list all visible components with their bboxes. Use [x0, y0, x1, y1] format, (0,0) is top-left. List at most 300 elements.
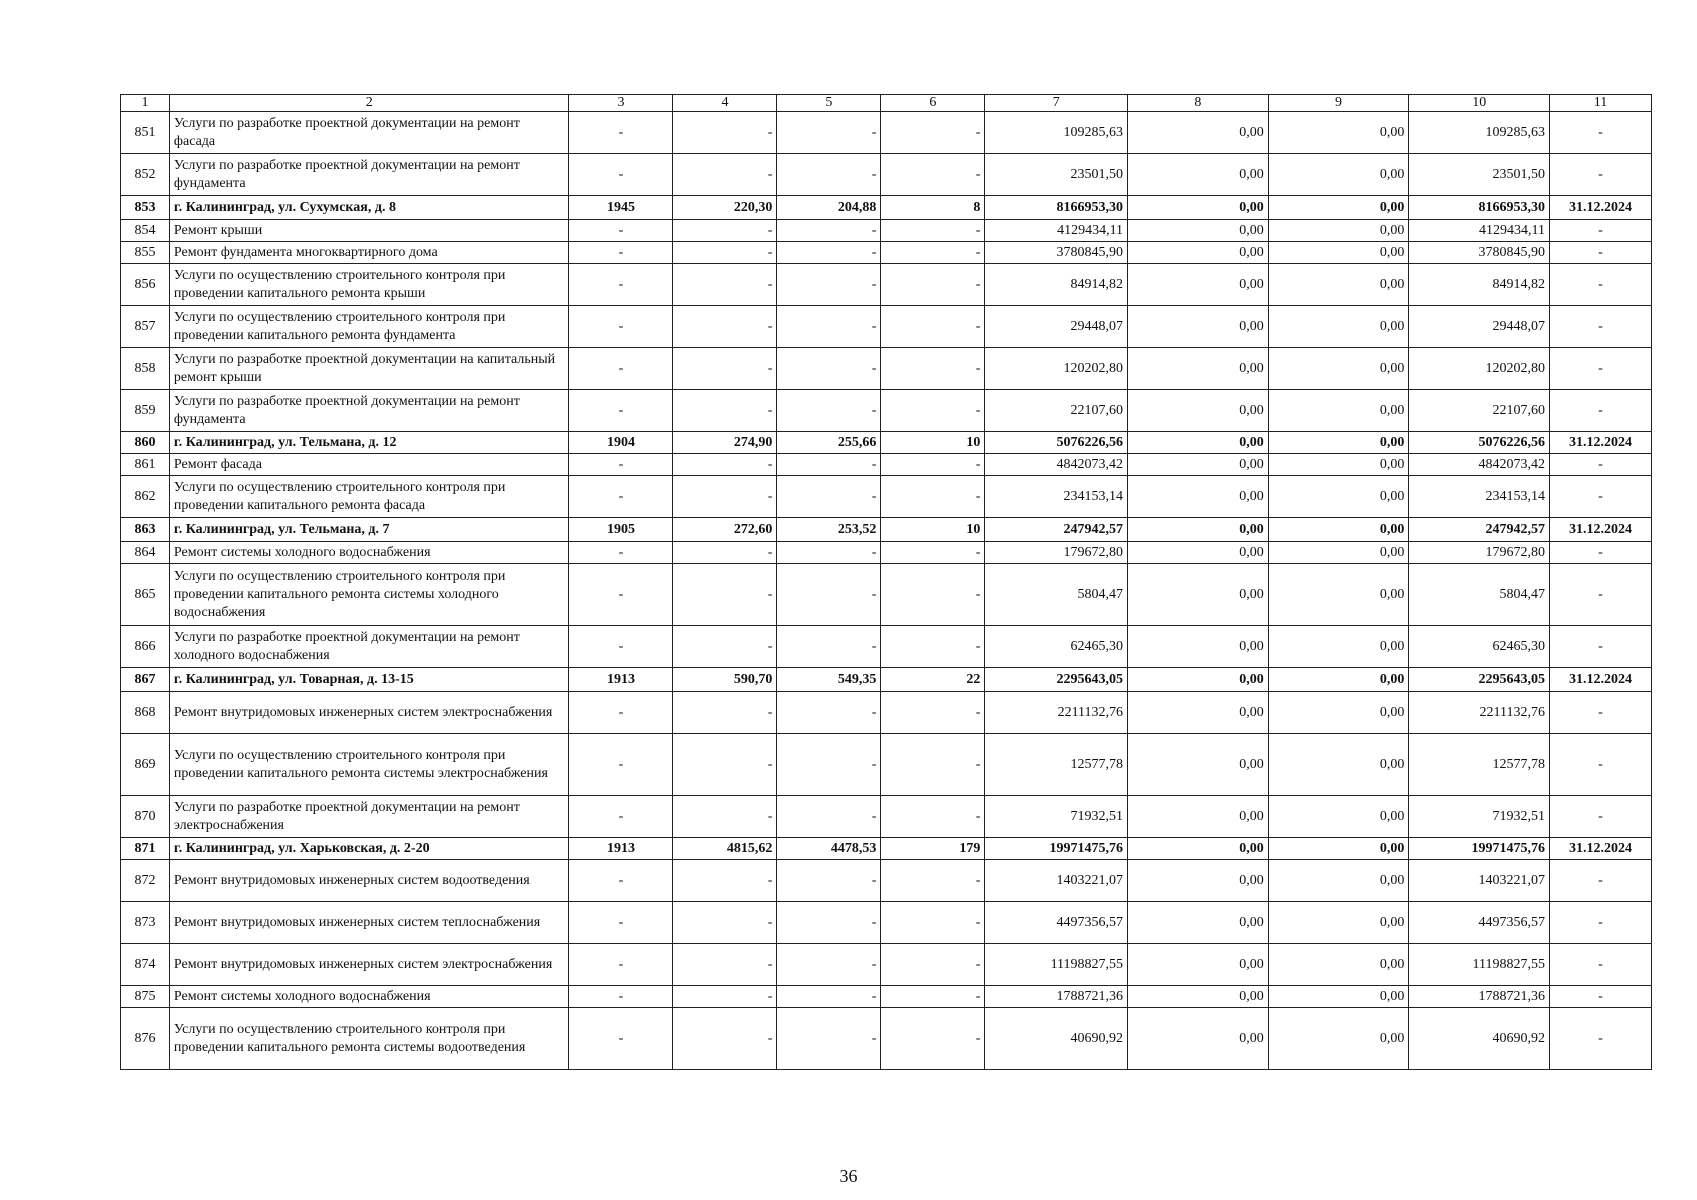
- table-cell: -: [673, 860, 777, 902]
- table-cell: -: [1550, 796, 1652, 838]
- table-cell: 1788721,36: [985, 986, 1128, 1008]
- table-cell: -: [777, 348, 881, 390]
- table-cell: Услуги по разработке проектной документации на ремонт фундамента: [169, 390, 569, 432]
- table-cell: 8166953,30: [985, 196, 1128, 220]
- table-cell: Услуги по разработке проектной документации на ремонт фундамента: [169, 154, 569, 196]
- header-cell: 8: [1128, 95, 1269, 112]
- table-cell: -: [1550, 860, 1652, 902]
- table-cell: 874: [121, 944, 170, 986]
- table-cell: 0,00: [1128, 838, 1269, 860]
- table-cell: -: [673, 390, 777, 432]
- table-cell: -: [881, 944, 985, 986]
- table-cell: г. Калининград, ул. Товарная, д. 13-15: [169, 668, 569, 692]
- table-row: [121, 626, 1652, 668]
- table-cell: 1913: [569, 838, 673, 860]
- table-cell: 0,00: [1268, 476, 1409, 518]
- table-cell: 204,88: [777, 196, 881, 220]
- table-cell: -: [881, 796, 985, 838]
- table-cell: 29448,07: [985, 306, 1128, 348]
- table-cell: -: [673, 220, 777, 242]
- table-cell: 0,00: [1128, 860, 1269, 902]
- table-cell: 0,00: [1128, 348, 1269, 390]
- table-cell: -: [881, 348, 985, 390]
- table-cell: 0,00: [1268, 692, 1409, 734]
- table-cell: 859: [121, 390, 170, 432]
- table-cell: -: [569, 476, 673, 518]
- table-cell: -: [777, 264, 881, 306]
- table-cell: 22107,60: [1409, 390, 1550, 432]
- header-cell: 3: [569, 95, 673, 112]
- table-cell: 12577,78: [985, 734, 1128, 796]
- table-cell: 3780845,90: [985, 242, 1128, 264]
- table-cell: -: [673, 564, 777, 626]
- table-cell: 0,00: [1128, 476, 1269, 518]
- table-cell: Ремонт системы холодного водоснабжения: [169, 986, 569, 1008]
- table-cell: -: [1550, 264, 1652, 306]
- table-cell: 871: [121, 838, 170, 860]
- table-cell: 4129434,11: [985, 220, 1128, 242]
- table-cell: 31.12.2024: [1550, 838, 1652, 860]
- table-cell: 870: [121, 796, 170, 838]
- table-row: [121, 860, 1652, 902]
- table-cell: 873: [121, 902, 170, 944]
- table-cell: -: [569, 986, 673, 1008]
- table-cell: 62465,30: [1409, 626, 1550, 668]
- table-cell: 0,00: [1268, 860, 1409, 902]
- table-cell: -: [569, 220, 673, 242]
- table-cell: -: [881, 626, 985, 668]
- table-cell: Ремонт внутридомовых инженерных систем электроснабжения: [169, 692, 569, 734]
- header-cell: 11: [1550, 95, 1652, 112]
- table-cell: 4129434,11: [1409, 220, 1550, 242]
- table-cell: 1905: [569, 518, 673, 542]
- table-cell: 0,00: [1268, 220, 1409, 242]
- table-cell: 0,00: [1268, 242, 1409, 264]
- table-cell: 0,00: [1128, 220, 1269, 242]
- header-cell: 7: [985, 95, 1128, 112]
- table-cell: г. Калининград, ул. Сухумская, д. 8: [169, 196, 569, 220]
- table-cell: -: [777, 154, 881, 196]
- table-cell: 23501,50: [985, 154, 1128, 196]
- table-cell: -: [569, 306, 673, 348]
- table-cell: 0,00: [1268, 348, 1409, 390]
- table-cell: -: [777, 626, 881, 668]
- table-cell: -: [881, 454, 985, 476]
- header-cell: 9: [1268, 95, 1409, 112]
- table-cell: -: [1550, 1008, 1652, 1070]
- table-cell: 857: [121, 306, 170, 348]
- table-row: [121, 692, 1652, 734]
- table-cell: -: [881, 242, 985, 264]
- table-row: [121, 902, 1652, 944]
- table-cell: 84914,82: [985, 264, 1128, 306]
- table-cell: -: [881, 264, 985, 306]
- table-cell: 10: [881, 432, 985, 454]
- table-cell: 861: [121, 454, 170, 476]
- table-cell: Ремонт крыши: [169, 220, 569, 242]
- table-cell: 40690,92: [1409, 1008, 1550, 1070]
- table-row: [121, 944, 1652, 986]
- table-row: [121, 454, 1652, 476]
- table-cell: 109285,63: [1409, 112, 1550, 154]
- table-cell: -: [1550, 476, 1652, 518]
- table-cell: 0,00: [1268, 626, 1409, 668]
- table-cell: 31.12.2024: [1550, 432, 1652, 454]
- table-cell: 19971475,76: [985, 838, 1128, 860]
- table-cell: 2211132,76: [1409, 692, 1550, 734]
- table-cell: 253,52: [777, 518, 881, 542]
- table-cell: 858: [121, 348, 170, 390]
- table-cell: 8166953,30: [1409, 196, 1550, 220]
- header-cell: 10: [1409, 95, 1550, 112]
- table-cell: -: [777, 986, 881, 1008]
- table-cell: Услуги по осуществлению строительного контроля при проведении капитального ремонта системы холодного водоснабжения: [169, 564, 569, 626]
- table-row: [121, 112, 1652, 154]
- table-cell: -: [569, 154, 673, 196]
- table-cell: -: [881, 112, 985, 154]
- table-cell: 0,00: [1268, 432, 1409, 454]
- table-cell: -: [673, 734, 777, 796]
- table-cell: 234153,14: [985, 476, 1128, 518]
- table-cell: 856: [121, 264, 170, 306]
- table-cell: -: [673, 348, 777, 390]
- table-cell: -: [777, 476, 881, 518]
- table-cell: 4497356,57: [1409, 902, 1550, 944]
- table-cell: 31.12.2024: [1550, 518, 1652, 542]
- table-cell: 274,90: [673, 432, 777, 454]
- table-cell: -: [777, 692, 881, 734]
- table-cell: 62465,30: [985, 626, 1128, 668]
- table-cell: -: [777, 390, 881, 432]
- table-cell: Услуги по осуществлению строительного контроля при проведении капитального ремонта крыши: [169, 264, 569, 306]
- table-cell: Услуги по осуществлению строительного контроля при проведении капитального ремонта фундамента: [169, 306, 569, 348]
- table-cell: 10: [881, 518, 985, 542]
- table-row: [121, 796, 1652, 838]
- table-cell: 0,00: [1128, 796, 1269, 838]
- table-cell: -: [569, 348, 673, 390]
- table-cell: 0,00: [1268, 838, 1409, 860]
- table-cell: -: [569, 542, 673, 564]
- table-cell: 31.12.2024: [1550, 196, 1652, 220]
- table-cell: 0,00: [1128, 112, 1269, 154]
- table-cell: 0,00: [1128, 196, 1269, 220]
- table-row: [121, 264, 1652, 306]
- table-cell: 84914,82: [1409, 264, 1550, 306]
- table-cell: 0,00: [1268, 306, 1409, 348]
- table-cell: 234153,14: [1409, 476, 1550, 518]
- table-cell: 1788721,36: [1409, 986, 1550, 1008]
- table-cell: 590,70: [673, 668, 777, 692]
- table-cell: 862: [121, 476, 170, 518]
- table-cell: г. Калининград, ул. Харьковская, д. 2-20: [169, 838, 569, 860]
- table-cell: -: [881, 220, 985, 242]
- table-cell: -: [777, 860, 881, 902]
- table-cell: 0,00: [1128, 1008, 1269, 1070]
- table-cell: -: [569, 692, 673, 734]
- table-cell: -: [881, 390, 985, 432]
- table-cell: -: [569, 902, 673, 944]
- table-cell: -: [881, 476, 985, 518]
- table-cell: -: [881, 1008, 985, 1070]
- table-cell: -: [777, 112, 881, 154]
- table-cell: 109285,63: [985, 112, 1128, 154]
- table-cell: -: [777, 902, 881, 944]
- table-row: [121, 476, 1652, 518]
- table-cell: 853: [121, 196, 170, 220]
- table-cell: 0,00: [1128, 306, 1269, 348]
- table-cell: Ремонт системы холодного водоснабжения: [169, 542, 569, 564]
- table-cell: 0,00: [1268, 796, 1409, 838]
- table-cell: -: [1550, 692, 1652, 734]
- table-cell: -: [569, 112, 673, 154]
- table-row: [121, 242, 1652, 264]
- table-cell: 0,00: [1268, 518, 1409, 542]
- table-cell: 549,35: [777, 668, 881, 692]
- table-cell: -: [1550, 564, 1652, 626]
- table-cell: 854: [121, 220, 170, 242]
- table-cell: -: [777, 1008, 881, 1070]
- table-cell: 247942,57: [1409, 518, 1550, 542]
- header-cell: 5: [777, 95, 881, 112]
- table-cell: 11198827,55: [1409, 944, 1550, 986]
- table-cell: -: [673, 986, 777, 1008]
- table-cell: -: [569, 564, 673, 626]
- table-cell: -: [777, 242, 881, 264]
- table-cell: -: [881, 986, 985, 1008]
- table-cell: 2295643,05: [985, 668, 1128, 692]
- table-cell: -: [569, 944, 673, 986]
- table-row-address: [121, 838, 1652, 860]
- table-cell: 247942,57: [985, 518, 1128, 542]
- table-row: [121, 154, 1652, 196]
- table-cell: -: [1550, 454, 1652, 476]
- table-cell: 0,00: [1268, 944, 1409, 986]
- table-row: [121, 542, 1652, 564]
- table-row: [121, 390, 1652, 432]
- header-row: [121, 95, 1652, 112]
- table-cell: 5804,47: [985, 564, 1128, 626]
- table-cell: -: [673, 902, 777, 944]
- table-cell: -: [1550, 154, 1652, 196]
- table-cell: 868: [121, 692, 170, 734]
- table-cell: 0,00: [1128, 432, 1269, 454]
- table-cell: 22107,60: [985, 390, 1128, 432]
- table-cell: г. Калининград, ул. Тельмана, д. 12: [169, 432, 569, 454]
- header-cell: 1: [121, 95, 170, 112]
- table-cell: -: [1550, 390, 1652, 432]
- table-cell: 1403221,07: [985, 860, 1128, 902]
- table-cell: -: [1550, 348, 1652, 390]
- table-cell: -: [881, 692, 985, 734]
- table-cell: 0,00: [1128, 734, 1269, 796]
- table-row: [121, 564, 1652, 626]
- table-cell: -: [1550, 306, 1652, 348]
- table-cell: -: [777, 454, 881, 476]
- table-cell: 5076226,56: [985, 432, 1128, 454]
- table-cell: Услуги по разработке проектной документации на ремонт фасада: [169, 112, 569, 154]
- table-cell: -: [881, 902, 985, 944]
- table-cell: 0,00: [1128, 264, 1269, 306]
- table-cell: -: [881, 564, 985, 626]
- header-cell: 4: [673, 95, 777, 112]
- table-cell: -: [1550, 220, 1652, 242]
- table-cell: 11198827,55: [985, 944, 1128, 986]
- table-cell: 855: [121, 242, 170, 264]
- table-cell: 255,66: [777, 432, 881, 454]
- table-cell: 863: [121, 518, 170, 542]
- table-cell: 864: [121, 542, 170, 564]
- table-cell: -: [569, 390, 673, 432]
- table-cell: 0,00: [1268, 564, 1409, 626]
- table-row: [121, 1008, 1652, 1070]
- header-cell: 6: [881, 95, 985, 112]
- table-cell: -: [1550, 902, 1652, 944]
- table-cell: -: [1550, 542, 1652, 564]
- table-cell: 0,00: [1128, 668, 1269, 692]
- table-cell: 0,00: [1268, 734, 1409, 796]
- table-cell: 852: [121, 154, 170, 196]
- table-row-address: [121, 518, 1652, 542]
- table-cell: 0,00: [1268, 454, 1409, 476]
- table-cell: -: [881, 154, 985, 196]
- table-cell: 0,00: [1128, 564, 1269, 626]
- table-cell: 1403221,07: [1409, 860, 1550, 902]
- table-cell: Услуги по разработке проектной документации на капитальный ремонт крыши: [169, 348, 569, 390]
- table-cell: 860: [121, 432, 170, 454]
- table-cell: 40690,92: [985, 1008, 1128, 1070]
- data-table: [120, 94, 1652, 1070]
- table-cell: -: [673, 454, 777, 476]
- table-cell: 4497356,57: [985, 902, 1128, 944]
- table-cell: 875: [121, 986, 170, 1008]
- table-row-address: [121, 432, 1652, 454]
- table-cell: -: [673, 112, 777, 154]
- table-cell: 22: [881, 668, 985, 692]
- table-cell: 4478,53: [777, 838, 881, 860]
- table-cell: Услуги по осуществлению строительного контроля при проведении капитального ремонта фасада: [169, 476, 569, 518]
- table-row-address: [121, 196, 1652, 220]
- table-cell: 851: [121, 112, 170, 154]
- table-cell: 1904: [569, 432, 673, 454]
- table-cell: 0,00: [1128, 154, 1269, 196]
- table-cell: 2295643,05: [1409, 668, 1550, 692]
- table-cell: 867: [121, 668, 170, 692]
- table-cell: -: [777, 542, 881, 564]
- table-cell: Ремонт фундамента многоквартирного дома: [169, 242, 569, 264]
- table-cell: -: [777, 734, 881, 796]
- table-cell: 0,00: [1268, 1008, 1409, 1070]
- table-cell: 272,60: [673, 518, 777, 542]
- table-cell: Услуги по разработке проектной документации на ремонт электроснабжения: [169, 796, 569, 838]
- table-cell: -: [673, 476, 777, 518]
- table-cell: 0,00: [1268, 542, 1409, 564]
- table-cell: -: [777, 796, 881, 838]
- table-cell: -: [777, 564, 881, 626]
- table-cell: -: [673, 306, 777, 348]
- table-cell: 19971475,76: [1409, 838, 1550, 860]
- table-cell: г. Калининград, ул. Тельмана, д. 7: [169, 518, 569, 542]
- table-cell: -: [1550, 242, 1652, 264]
- table-row-address: [121, 668, 1652, 692]
- table-cell: 1945: [569, 196, 673, 220]
- table-cell: Ремонт внутридомовых инженерных систем водоотведения: [169, 860, 569, 902]
- table-cell: 71932,51: [985, 796, 1128, 838]
- table-cell: -: [569, 454, 673, 476]
- table-cell: 4815,62: [673, 838, 777, 860]
- table-cell: 5804,47: [1409, 564, 1550, 626]
- table-cell: 179672,80: [985, 542, 1128, 564]
- table-cell: -: [881, 306, 985, 348]
- table-cell: 0,00: [1128, 902, 1269, 944]
- table-cell: -: [569, 1008, 673, 1070]
- table-cell: 1913: [569, 668, 673, 692]
- table-cell: 866: [121, 626, 170, 668]
- table-cell: 0,00: [1128, 626, 1269, 668]
- table-cell: -: [673, 626, 777, 668]
- table-cell: -: [569, 242, 673, 264]
- table-cell: 872: [121, 860, 170, 902]
- table-cell: -: [777, 220, 881, 242]
- table-cell: 0,00: [1268, 902, 1409, 944]
- table-cell: -: [777, 944, 881, 986]
- table-cell: 869: [121, 734, 170, 796]
- table-row: [121, 220, 1652, 242]
- table-cell: 5076226,56: [1409, 432, 1550, 454]
- table-cell: -: [673, 796, 777, 838]
- table-cell: 0,00: [1128, 242, 1269, 264]
- table-cell: 4842073,42: [985, 454, 1128, 476]
- table-row: [121, 734, 1652, 796]
- table-cell: -: [673, 1008, 777, 1070]
- table-cell: 0,00: [1128, 986, 1269, 1008]
- table-cell: 0,00: [1268, 986, 1409, 1008]
- table-cell: 2211132,76: [985, 692, 1128, 734]
- table-cell: 0,00: [1128, 390, 1269, 432]
- table-cell: Услуги по разработке проектной документации на ремонт холодного водоснабжения: [169, 626, 569, 668]
- table-cell: 865: [121, 564, 170, 626]
- table-cell: 0,00: [1268, 112, 1409, 154]
- table-cell: -: [1550, 626, 1652, 668]
- page-number: 36: [839, 1166, 858, 1186]
- table-cell: -: [569, 734, 673, 796]
- table-cell: -: [673, 692, 777, 734]
- table-cell: 8: [881, 196, 985, 220]
- table-cell: 0,00: [1128, 692, 1269, 734]
- table-cell: -: [569, 860, 673, 902]
- table-cell: -: [1550, 112, 1652, 154]
- table-cell: 31.12.2024: [1550, 668, 1652, 692]
- table-cell: 0,00: [1128, 944, 1269, 986]
- table-cell: -: [881, 860, 985, 902]
- table-row: [121, 348, 1652, 390]
- table-cell: 0,00: [1268, 390, 1409, 432]
- table-cell: 0,00: [1128, 542, 1269, 564]
- table-cell: 0,00: [1268, 668, 1409, 692]
- table-row: [121, 306, 1652, 348]
- table-cell: -: [1550, 944, 1652, 986]
- table-cell: -: [881, 542, 985, 564]
- table-cell: -: [673, 154, 777, 196]
- table-cell: 0,00: [1268, 264, 1409, 306]
- table-cell: 120202,80: [1409, 348, 1550, 390]
- table-cell: 220,30: [673, 196, 777, 220]
- table-cell: -: [673, 944, 777, 986]
- table-cell: 12577,78: [1409, 734, 1550, 796]
- table-cell: Ремонт внутридомовых инженерных систем теплоснабжения: [169, 902, 569, 944]
- table-cell: -: [673, 242, 777, 264]
- table-cell: -: [673, 542, 777, 564]
- table-row: [121, 986, 1652, 1008]
